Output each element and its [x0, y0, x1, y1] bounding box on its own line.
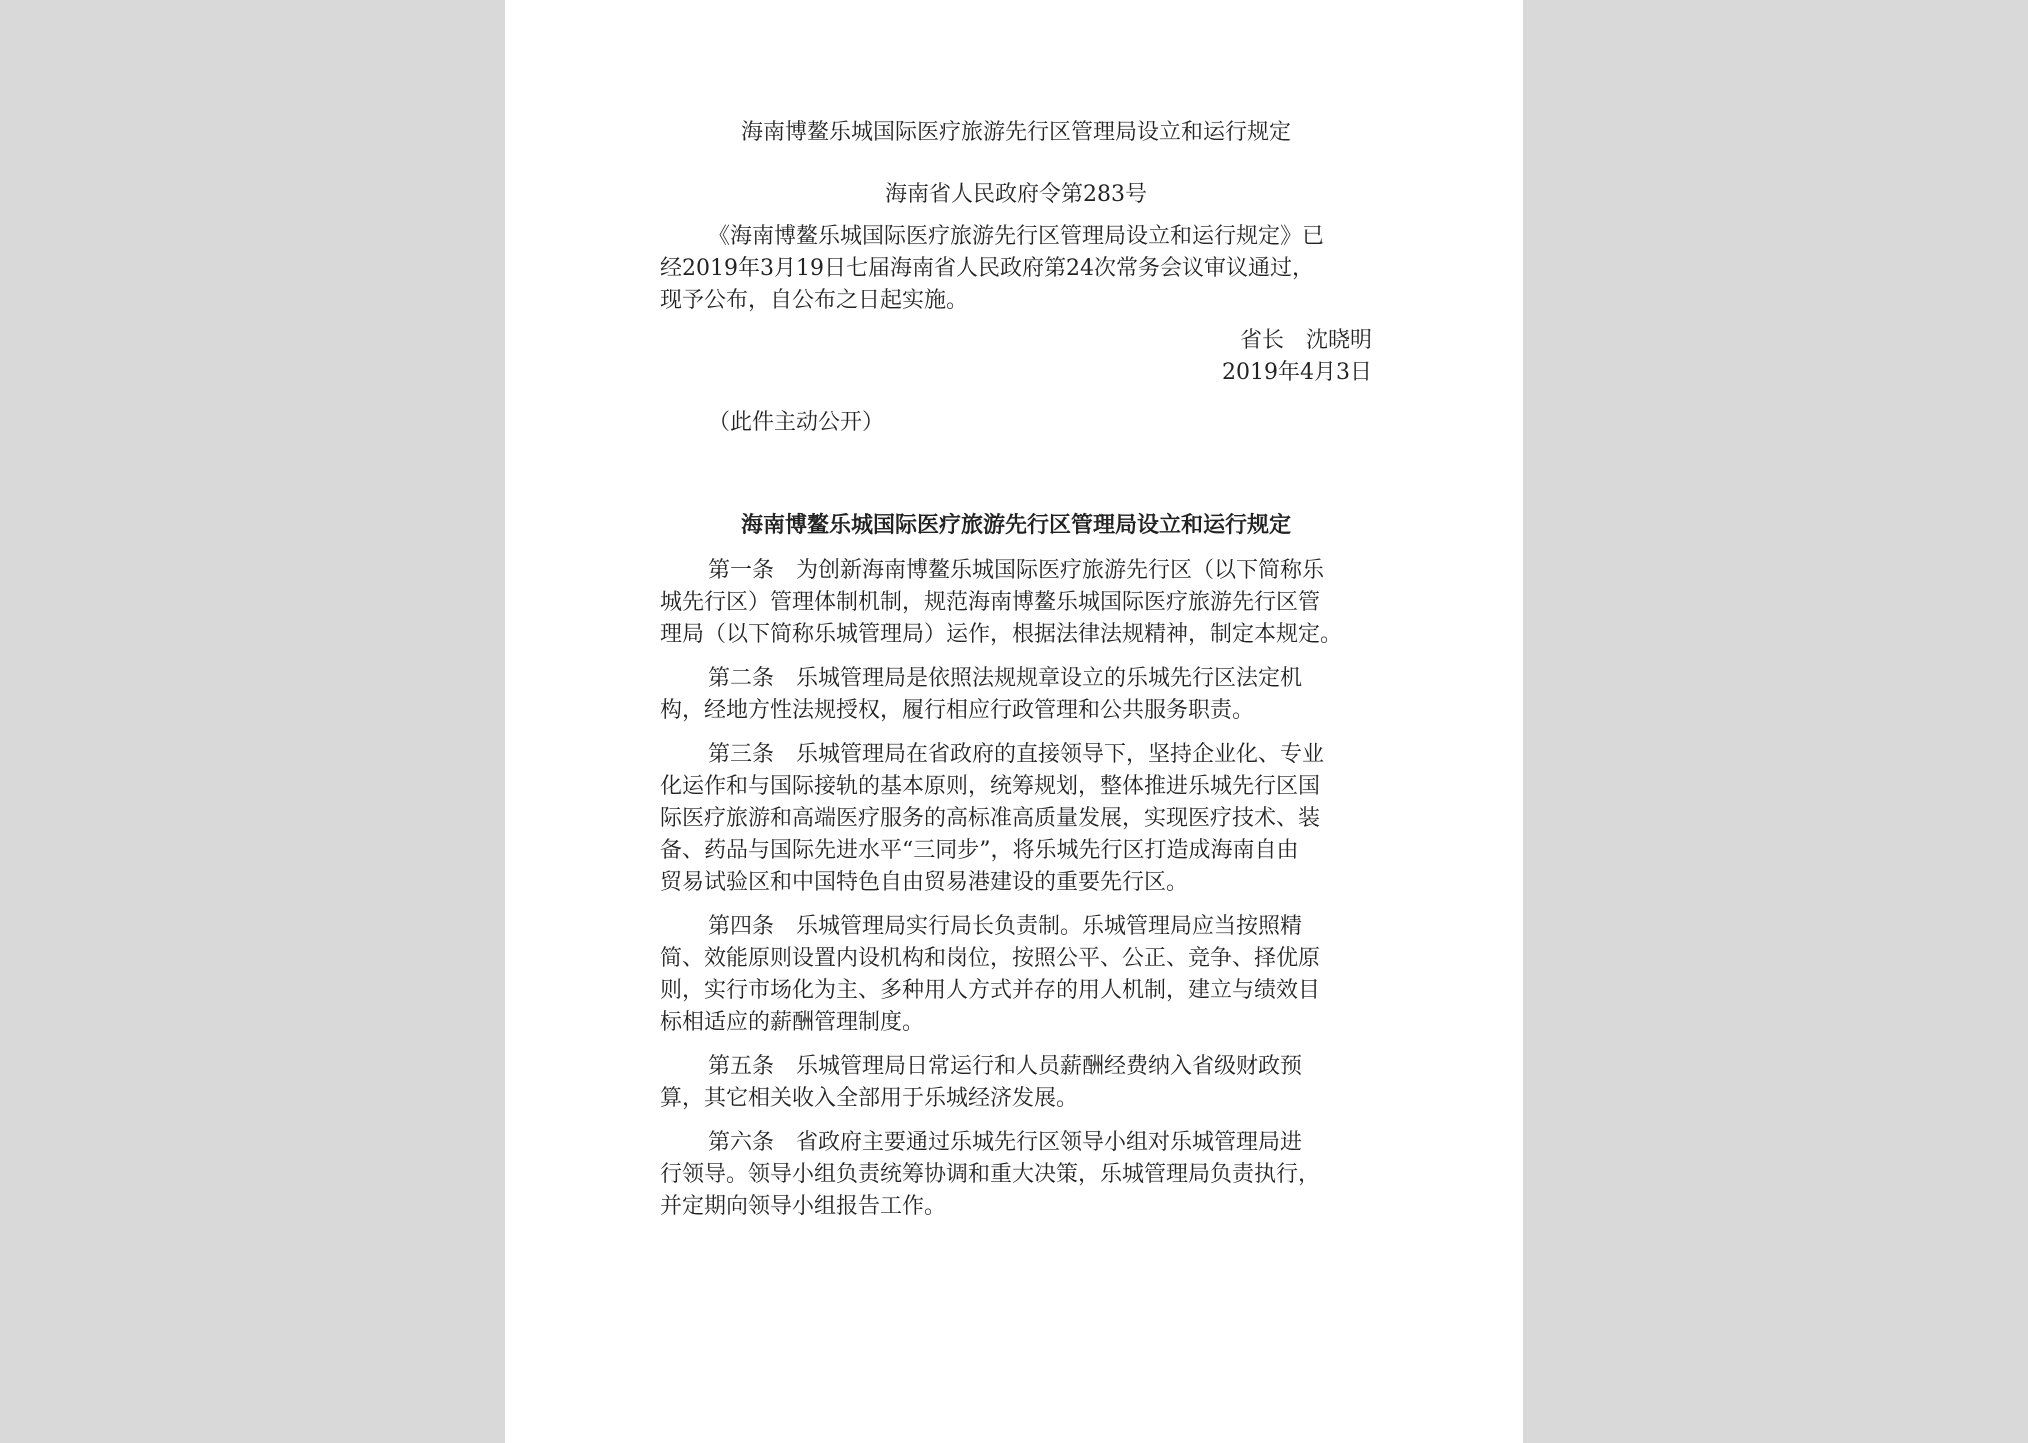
- signature-date: 2019年4月3日: [1222, 360, 1372, 385]
- article-3: [660, 739, 1372, 899]
- article-number: 第六条: [708, 1130, 775, 1155]
- article-line: [660, 739, 1372, 771]
- article-line: [660, 1051, 1372, 1083]
- order-number: 海南省人民政府令第283号: [885, 182, 1147, 207]
- article-1: [660, 555, 1372, 651]
- article-line: 行领导。领导小组负责统筹协调和重大决策，乐城管理局负责执行，: [660, 1162, 1321, 1187]
- article-number: 第五条: [708, 1054, 775, 1079]
- article-line: [660, 911, 1372, 943]
- article-line: 贸易试验区和中国特色自由贸易港建设的重要先行区。: [660, 870, 1189, 895]
- article-line: 算，其它相关收入全部用于乐城经济发展。: [660, 1086, 1079, 1111]
- article-line: 理局（以下简称乐城管理局）运作，根据法律法规精神，制定本规定。: [660, 622, 1343, 647]
- article-line: [660, 663, 1372, 695]
- article-2: [660, 663, 1372, 727]
- article-line: 则，实行市场化为主、多种用人方式并存的用人机制，建立与绩效目: [660, 978, 1321, 1003]
- article-line: 并定期向领导小组报告工作。: [660, 1194, 947, 1219]
- article-5: [660, 1051, 1372, 1115]
- document-content: [660, 117, 1372, 1223]
- article-line: 化运作和与国际接轨的基本原则，统筹规划，整体推进乐城先行区国: [660, 774, 1321, 799]
- disclosure-note: （此件主动公开）: [708, 410, 885, 435]
- article-text: 乐城管理局实行局长负责制。乐城管理局应当按照精: [796, 914, 1303, 939]
- article-line: [660, 1127, 1372, 1159]
- article-text: 乐城管理局日常运行和人员薪酬经费纳入省级财政预: [796, 1054, 1303, 1079]
- preamble-line: 《海南博鳌乐城国际医疗旅游先行区管理局设立和运行规定》已: [708, 224, 1325, 249]
- article-text: 乐城管理局在省政府的直接领导下，坚持企业化、专业: [796, 742, 1325, 767]
- article-text: 乐城管理局是依照法规规章设立的乐城先行区法定机: [796, 666, 1303, 691]
- article-text: 为创新海南博鳌乐城国际医疗旅游先行区（以下简称乐: [796, 558, 1325, 583]
- article-number: 第二条: [708, 666, 775, 691]
- article-number: 第三条: [708, 742, 775, 767]
- article-4: [660, 911, 1372, 1039]
- article-6: [660, 1127, 1372, 1223]
- document-page: [505, 0, 1523, 1443]
- preamble: [660, 221, 1372, 317]
- article-line: 备、药品与国际先进水平“三同步”，将乐城先行区打造成海南自由: [660, 838, 1299, 863]
- article-line: 简、效能原则设置内设机构和岗位，按照公平、公正、竞争、择优原: [660, 946, 1321, 971]
- article-line: 城先行区）管理体制机制，规范海南博鳌乐城国际医疗旅游先行区管: [660, 590, 1321, 615]
- article-line: 标相适应的薪酬管理制度。: [660, 1010, 925, 1035]
- article-number: 第一条: [708, 558, 775, 583]
- article-number: 第四条: [708, 914, 775, 939]
- article-line: 际医疗旅游和高端医疗服务的高标准高质量发展，实现医疗技术、装: [660, 806, 1321, 831]
- regulation-title: 海南博鳌乐城国际医疗旅游先行区管理局设立和运行规定: [740, 512, 1291, 538]
- article-line: 构，经地方性法规授权，履行相应行政管理和公共服务职责。: [660, 698, 1255, 723]
- signer: 省长 沈晓明: [1239, 328, 1372, 353]
- article-line: [660, 555, 1372, 587]
- preamble-line: 经2019年3月19日七届海南省人民政府第24次常务会议审议通过，: [660, 256, 1314, 281]
- preamble-line: 现予公布，自公布之日起实施。: [660, 288, 969, 313]
- document-header-title: 海南博鳌乐城国际医疗旅游先行区管理局设立和运行规定: [740, 120, 1291, 145]
- article-text: 省政府主要通过乐城先行区领导小组对乐城管理局进: [796, 1130, 1303, 1155]
